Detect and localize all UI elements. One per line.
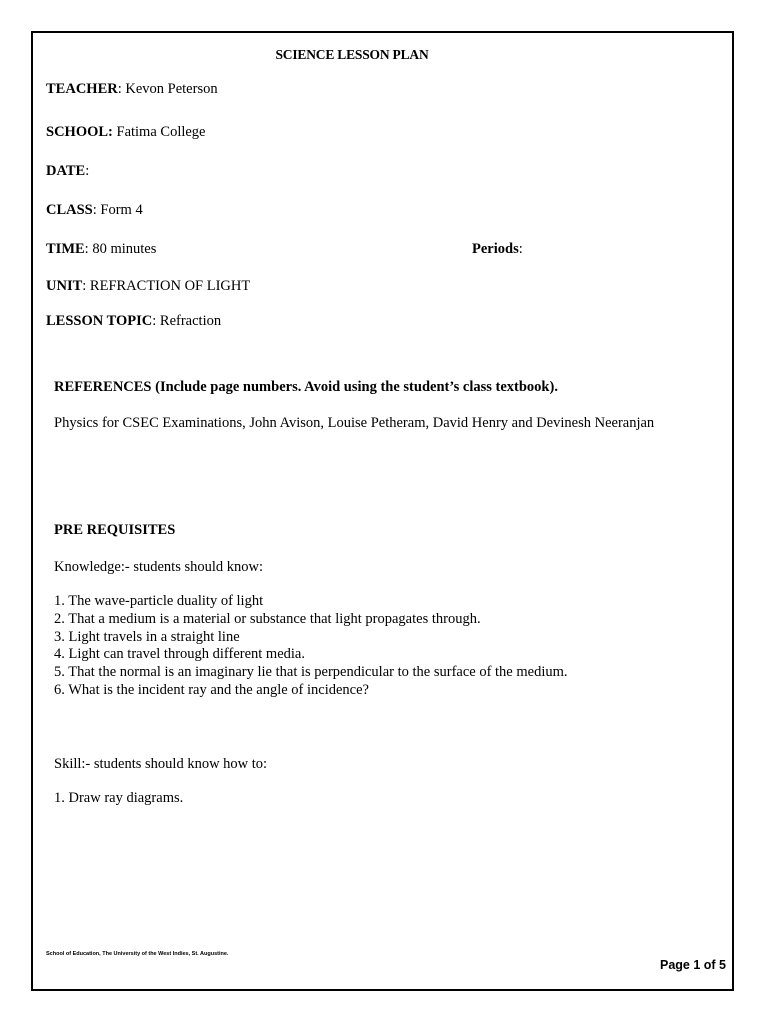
footer-institution: School of Education, The University of the West Indies, St. Augustine.	[46, 951, 229, 957]
list-item: 4. Light can travel through different media.	[54, 646, 305, 663]
page-number: Page 1 of 5	[660, 958, 726, 972]
skill-intro: Skill:- students should know how to:	[54, 756, 268, 772]
list-item: 1. Draw ray diagrams.	[54, 790, 184, 806]
knowledge-list	[54, 593, 568, 700]
periods-value: :	[518, 241, 523, 257]
lesson-topic-value: : Refraction	[152, 313, 222, 329]
list-item: 3. Light travels in a straight line	[54, 628, 240, 645]
skill-list	[54, 790, 183, 808]
teacher-label: TEACHER	[46, 81, 118, 97]
date-label: DATE	[46, 163, 86, 179]
references-heading: REFERENCES (Include page numbers. Avoid using the student’s class textbook).	[54, 379, 558, 395]
class-label: CLASS	[46, 202, 93, 218]
page-border	[31, 31, 734, 991]
teacher-field	[46, 80, 218, 98]
references-text: Physics for CSEC Examinations, John Avison, Louise Petheram, David Henry and Devinesh Neeranjan	[54, 415, 655, 431]
unit-value: : REFRACTION OF LIGHT	[82, 278, 251, 294]
document-title: SCIENCE LESSON PLAN	[275, 47, 429, 62]
school-field	[46, 123, 206, 141]
time-label: TIME	[46, 241, 85, 257]
class-field	[46, 201, 143, 219]
school-label: SCHOOL:	[46, 124, 113, 140]
time-field	[46, 240, 156, 258]
prerequisites-heading: PRE REQUISITES	[54, 522, 176, 538]
unit-label: UNIT	[46, 278, 83, 294]
time-value: : 80 minutes	[84, 241, 157, 257]
class-value: : Form 4	[92, 202, 143, 218]
list-item: 6. What is the incident ray and the angle of incidence?	[54, 681, 369, 698]
knowledge-intro: Knowledge:- students should know:	[54, 559, 264, 575]
date-value: :	[85, 163, 90, 179]
date-field	[46, 162, 89, 180]
list-item: 5. That the normal is an imaginary lie that is perpendicular to the surface of the medium.	[54, 664, 568, 681]
list-item: 2. That a medium is a material or substance that light propagates through.	[54, 610, 481, 627]
school-value: Fatima College	[112, 124, 206, 140]
unit-field	[46, 277, 250, 295]
periods-label: Periods	[472, 241, 519, 257]
teacher-value: : Kevon Peterson	[117, 81, 218, 97]
lesson-topic-field	[46, 312, 221, 330]
periods-field	[472, 240, 523, 258]
lesson-topic-label: LESSON TOPIC	[46, 313, 153, 329]
list-item: 1. The wave-particle duality of light	[54, 593, 264, 609]
